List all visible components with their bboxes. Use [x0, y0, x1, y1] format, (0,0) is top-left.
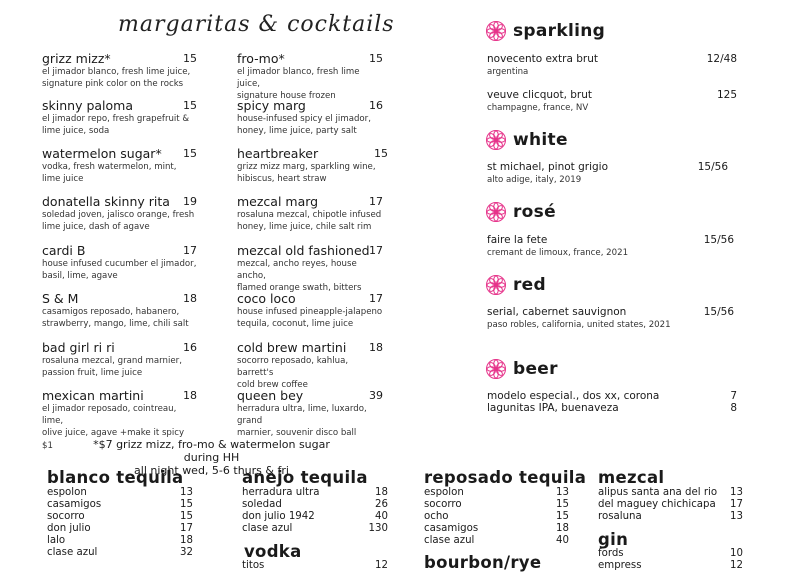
- cocktail-name: queen bey: [237, 388, 304, 403]
- spirit-name: del maguey chichicapa: [598, 499, 716, 511]
- spirit-price: 32: [180, 547, 193, 559]
- cocktail-item: [42, 243, 197, 282]
- cocktail-name: fro-mo*: [237, 51, 285, 66]
- spirit-item: [242, 511, 388, 523]
- wine-name: serial, cabernet sauvignon: [487, 306, 627, 318]
- wine-origin: paso robles, california, united states, 2021: [487, 320, 671, 330]
- cocktail-item: [42, 340, 197, 379]
- cocktail-name: S & M: [42, 291, 79, 306]
- cocktail-price: 17: [369, 195, 383, 208]
- spirit-price: 15: [556, 499, 569, 511]
- spirit-item: [47, 487, 193, 499]
- spirit-item: [47, 535, 193, 547]
- cocktail-name: skinny paloma: [42, 98, 133, 113]
- spirit-price: 17: [730, 499, 743, 511]
- cocktail-desc: honey, lime juice, party salt: [237, 126, 357, 137]
- cocktail-desc: tequila, coconut, lime juice: [237, 319, 354, 330]
- spirit-name: casamigos: [424, 523, 479, 535]
- cocktail-desc: el jimador blanco, fresh lime juice,: [42, 67, 191, 77]
- spirit-item: [598, 548, 743, 560]
- spirit-item: [424, 523, 569, 535]
- wine-item: [487, 88, 737, 114]
- cocktail-item: [42, 194, 197, 233]
- spirit-price: 18: [375, 487, 388, 498]
- cocktail-price: 18: [183, 292, 197, 305]
- cocktail-price: 17: [183, 244, 197, 257]
- cocktail-name: spicy marg: [237, 98, 306, 113]
- spirit-item: [598, 560, 743, 572]
- spirit-name: titos: [242, 560, 265, 571]
- cocktail-desc: passion fruit, lime juice: [42, 368, 143, 379]
- cocktail-price: 39: [369, 389, 383, 402]
- wine-item: [487, 52, 737, 78]
- wine-item: [487, 160, 728, 186]
- spirit-price: 40: [375, 511, 388, 523]
- wine-price: 15/56: [703, 306, 734, 318]
- spirit-item: [598, 511, 743, 523]
- cocktail-name: donatella skinny rita: [42, 194, 170, 209]
- beer-price: 8: [730, 402, 737, 414]
- cocktail-price: 19: [183, 195, 197, 208]
- spirit-item: [47, 511, 193, 523]
- spirit-price: 13: [730, 511, 743, 523]
- spirit-name: espolon: [424, 487, 464, 498]
- cocktail-desc: olive juice, agave +make it spicy $1: [42, 428, 185, 451]
- wine-price: 15/56: [697, 161, 728, 173]
- wine-section-title: rosé: [513, 202, 556, 222]
- cocktail-item: [237, 388, 383, 440]
- cocktail-desc: soledad joven, jalisco orange, fresh: [42, 210, 195, 220]
- anejo-tequila-list: [242, 487, 388, 535]
- spirit-price: 18: [556, 523, 569, 535]
- bourbon-rye-title: bourbon/rye: [424, 553, 542, 572]
- spirit-name: casamigos: [47, 499, 102, 511]
- spirit-name: rosaluna: [598, 511, 642, 523]
- blanco-tequila-title: blanco tequila: [47, 468, 184, 487]
- cocktail-desc: signature house frozen: [237, 91, 336, 102]
- spirit-name: don julio: [47, 523, 91, 535]
- spirit-name: clase azul: [47, 547, 98, 559]
- spirit-item: [598, 499, 743, 511]
- spirit-price: 130: [368, 523, 388, 535]
- cocktail-name: cardi B: [42, 243, 86, 258]
- cocktail-price: 15: [183, 147, 197, 160]
- cocktail-desc: el jimador repo, fresh grapefruit &: [42, 114, 190, 124]
- cocktail-desc: rosaluna mezcal, chipotle infused: [237, 210, 382, 220]
- cocktail-item: [42, 146, 197, 185]
- cocktail-name: heartbreaker: [237, 146, 319, 161]
- wine-section-title: red: [513, 275, 546, 295]
- spirit-item: [598, 487, 743, 499]
- spirit-name: soledad: [242, 499, 282, 511]
- cocktail-desc: herradura ultra, lime, luxardo, grand: [237, 404, 367, 427]
- spirit-name: empress: [598, 560, 642, 572]
- spirit-item: [424, 511, 569, 523]
- spirit-name: clase azul: [424, 535, 475, 547]
- cocktail-desc: el jimador reposado, cointreau, lime,: [42, 404, 177, 427]
- cocktail-name: watermelon sugar*: [42, 146, 162, 161]
- cocktail-desc: strawberry, mango, lime, chili salt: [42, 319, 189, 330]
- cocktail-desc: honey, lime juice, chile salt rim: [237, 222, 372, 233]
- gin-title: gin: [598, 530, 629, 549]
- happy-hour-note-line: *$7 grizz mizz, fro-mo & watermelon sugar during HH: [93, 438, 330, 464]
- reposado-tequila-title: reposado tequila: [424, 468, 587, 487]
- beer-header: [485, 358, 558, 380]
- wine-header-rose: [485, 201, 556, 223]
- blanco-tequila-list: [47, 487, 193, 560]
- cocktail-desc: vodka, fresh watermelon, mint,: [42, 162, 177, 172]
- gin-list: [598, 548, 743, 572]
- cocktail-desc: lime juice: [42, 174, 84, 185]
- cocktail-price: 17: [369, 292, 383, 305]
- cocktail-item: [237, 51, 383, 103]
- cocktail-price: 15: [183, 52, 197, 65]
- spirit-item: [242, 523, 388, 535]
- spirit-name: socorro: [424, 499, 462, 511]
- wine-origin: argentina: [487, 67, 529, 77]
- spirit-price: 10: [730, 548, 743, 559]
- cocktail-desc: marnier, souvenir disco ball: [237, 428, 357, 439]
- beer-section-title: beer: [513, 359, 558, 379]
- spirit-item: [424, 499, 569, 511]
- cocktail-item: [237, 243, 383, 295]
- vodka-list: [242, 560, 388, 572]
- wine-section-title: sparkling: [513, 21, 606, 41]
- spirit-name: espolon: [47, 487, 87, 498]
- cocktail-price: 15: [183, 99, 197, 112]
- wine-header-white: [485, 129, 568, 151]
- spirit-item: [242, 487, 388, 499]
- spirit-name: ocho: [424, 511, 449, 523]
- cocktail-desc: el jimador blanco, fresh lime juice,: [237, 67, 360, 90]
- spirit-item: [47, 523, 193, 535]
- spirit-price: 15: [556, 511, 569, 523]
- cocktail-price: 16: [369, 99, 383, 112]
- cocktail-name: bad girl ri ri: [42, 340, 115, 355]
- spirit-item: [242, 560, 388, 572]
- spirit-price: 13: [180, 487, 193, 498]
- spirit-item: [424, 535, 569, 547]
- wine-name: novecento extra brut: [487, 53, 598, 65]
- cocktail-desc: house infused cucumber el jimador,: [42, 259, 197, 269]
- wine-header-sparkling: [485, 20, 605, 42]
- wine-name: st michael, pinot grigio: [487, 161, 609, 173]
- cocktail-name: coco loco: [237, 291, 296, 306]
- spirit-name: don julio 1942: [242, 511, 315, 523]
- spirit-price: 13: [730, 487, 743, 498]
- spirit-price: 15: [180, 511, 193, 523]
- spirit-name: fords: [598, 548, 624, 559]
- flower-icon: [485, 20, 507, 42]
- flower-icon: [485, 358, 507, 380]
- spirit-price: 17: [180, 523, 193, 535]
- cocktail-desc: cold brew coffee: [237, 380, 308, 391]
- cocktail-item: [237, 340, 383, 392]
- spirit-name: herradura ultra: [242, 487, 320, 498]
- spirit-item: [242, 499, 388, 511]
- wine-price: 125: [716, 89, 737, 101]
- cocktail-item: [42, 98, 197, 137]
- cocktail-price: 17: [369, 244, 383, 257]
- flower-icon: [485, 274, 507, 296]
- cocktail-item: [237, 98, 383, 137]
- cocktail-desc: signature pink color on the rocks: [42, 79, 184, 90]
- happy-hour-note-line: all night wed, 5-6 thurs & fri: [134, 464, 289, 477]
- spirit-name: socorro: [47, 511, 85, 523]
- cocktail-desc: lime juice, dash of agave: [42, 222, 150, 233]
- cocktail-item: [42, 51, 197, 90]
- beer-price: 7: [730, 390, 737, 402]
- cocktail-desc: casamigos reposado, habanero,: [42, 307, 180, 317]
- spirit-name: alipus santa ana del rio: [598, 487, 718, 498]
- flower-icon: [485, 201, 507, 223]
- cocktail-name: mezcal old fashioned: [237, 243, 370, 258]
- spirit-item: [47, 547, 193, 559]
- wine-section-title: white: [513, 130, 568, 150]
- cocktail-desc: grizz mizz marg, sparkling wine,: [237, 162, 376, 172]
- wine-origin: alto adige, italy, 2019: [487, 175, 582, 185]
- cocktail-item: [42, 291, 197, 330]
- wine-item: [487, 305, 734, 331]
- wine-header-red: [485, 274, 546, 296]
- spirit-price: 18: [180, 535, 193, 547]
- reposado-tequila-list: [424, 487, 569, 547]
- spirit-name: clase azul: [242, 523, 293, 535]
- cocktail-desc: hibiscus, heart straw: [237, 174, 327, 185]
- cocktail-item: [237, 146, 388, 185]
- cocktail-desc: house infused pineapple-jalapeno: [237, 307, 383, 317]
- beer-name: modelo especial., dos xx, corona: [487, 390, 660, 402]
- wine-origin: cremant de limoux, france, 2021: [487, 248, 629, 258]
- cocktail-name: grizz mizz*: [42, 51, 111, 66]
- mezcal-title: mezcal: [598, 468, 665, 487]
- cocktail-name: cold brew martini: [237, 340, 347, 355]
- cocktail-price: 18: [183, 389, 197, 402]
- spirit-price: 12: [375, 560, 388, 571]
- spirit-price: 13: [556, 487, 569, 498]
- cocktail-desc: rosaluna mezcal, grand marnier,: [42, 356, 182, 366]
- cocktail-price: 18: [369, 341, 383, 354]
- spirit-price: 40: [556, 535, 569, 547]
- wine-name: veuve clicquot, brut: [487, 89, 593, 101]
- anejo-tequila-title: anejo tequila: [242, 468, 368, 487]
- cocktail-desc: house-infused spicy el jimador,: [237, 114, 371, 124]
- cocktails-section-title: margaritas & cocktails: [118, 12, 395, 37]
- cocktail-name: mezcal marg: [237, 194, 319, 209]
- wine-origin: champagne, france, NV: [487, 103, 589, 113]
- spirit-item: [47, 499, 193, 511]
- cocktail-price: 15: [374, 147, 388, 160]
- cocktail-item: [237, 291, 383, 330]
- vodka-title: vodka: [244, 542, 302, 561]
- cocktail-desc: basil, lime, agave: [42, 271, 118, 282]
- cocktail-desc: lime juice, soda: [42, 126, 110, 137]
- cocktail-price: 15: [369, 52, 383, 65]
- spirit-name: lalo: [47, 535, 66, 547]
- beer-item: [487, 402, 737, 415]
- mezcal-list: [598, 487, 743, 523]
- spirit-price: 12: [730, 560, 743, 572]
- beer-name: lagunitas IPA, buenaveza: [487, 402, 619, 414]
- wine-item: [487, 233, 734, 259]
- cocktail-name: mexican martini: [42, 388, 144, 403]
- cocktail-desc: mezcal, ancho reyes, house ancho,: [237, 259, 357, 282]
- flower-icon: [485, 129, 507, 151]
- spirit-item: [424, 487, 569, 499]
- spirit-price: 15: [180, 499, 193, 511]
- cocktail-desc: socorro reposado, kahlua, barrett's: [237, 356, 349, 379]
- wine-name: faire la fete: [487, 234, 548, 246]
- spirit-price: 26: [375, 499, 388, 511]
- cocktail-item: [237, 194, 383, 233]
- cocktail-price: 16: [183, 341, 197, 354]
- wine-price: 15/56: [703, 234, 734, 246]
- cocktail-desc: flamed orange swath, bitters: [237, 283, 362, 294]
- wine-price: 12/48: [706, 53, 737, 65]
